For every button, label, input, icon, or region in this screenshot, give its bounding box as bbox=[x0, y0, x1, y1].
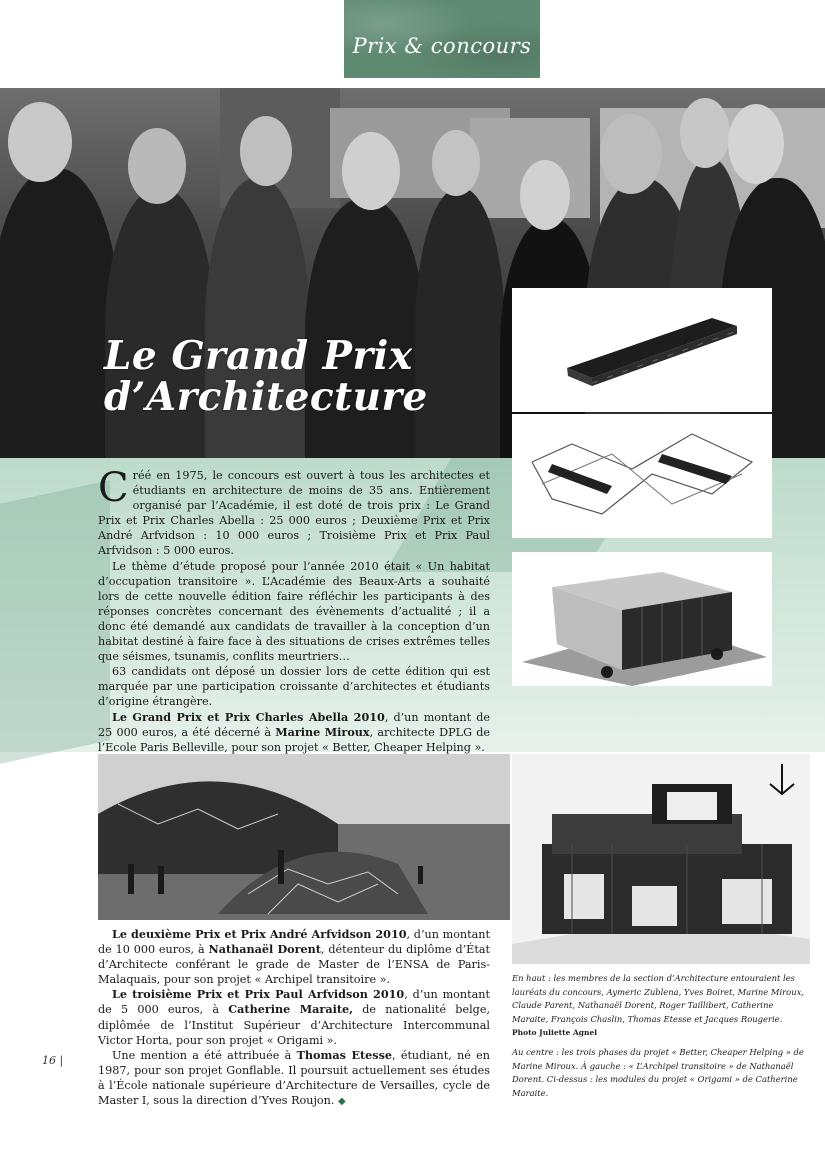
model-phase-1-image bbox=[512, 288, 772, 412]
page-number: 16 | bbox=[42, 1054, 64, 1067]
paragraph-candidates: 63 candidats ont déposé un dossier lors de cette édition qui est marquée par une participation croissante d’architectes et étudiants d’origine étrangère. bbox=[98, 665, 490, 709]
second-prize-text-b: , détenteur du diplôme d’État d’Architecte conférant le grade de Master de l’ENSA de Paris-Malaquais, pour son projet « Archipel transitoire ». bbox=[98, 943, 490, 987]
third-prize-text-a: , d’un montant de 5 000 euros, à bbox=[98, 988, 490, 1017]
paragraph-mention bbox=[98, 1048, 490, 1109]
mention-text-b: , étudiant, né en 1987, pour son projet Gonflable. Il poursuit actuellement ses études à l’École nationale supérieure d’Architecture de Versailles, cycle de Master I, sous la direction d’Yves Roujon. bbox=[98, 1048, 490, 1108]
paragraph-grand-prix bbox=[98, 710, 490, 755]
archipel-transitoire-render bbox=[98, 754, 510, 920]
end-mark-icon: ◆ bbox=[337, 1096, 346, 1108]
third-prize-text-b: de nationalité belge, diplômée de l’Institut Supérieur d’Architecture Intercommunal Victor Horta, pour son projet « Origami ». bbox=[98, 1003, 491, 1047]
model-phase-3-image bbox=[512, 552, 772, 686]
paragraph-intro-text: réé en 1975, le concours est ouvert à tous les architectes et étudiants en architecture de moins de 35 ans. Entièrement organisé par l’Académie, il est doté de trois prix : Le Grand Prix et Prix Charles Abella : 25 000 euros ; Deuxième Prix et Prix André Arfvidson : 10 000 euros ; Troisième Prix et Prix Paul Arfvidson : 5 000 euros. bbox=[98, 469, 490, 558]
paragraph-second-prize bbox=[98, 927, 490, 987]
article-body-upper bbox=[98, 465, 491, 755]
grand-prix-text-b: , architecte DPLG de l’Ecole Paris Belleville, pour son projet « Better, Cheaper Helping ». bbox=[98, 725, 491, 754]
caption-center: Au centre : les trois phases du projet « Better, Cheaper Helping » de Marine Miroux. À gauche : « L’Archipel transitoire » de Nathanaël Dorent. Ci-dessus : les modules du projet « Origami » de Catherine Maraite. bbox=[512, 1046, 804, 1098]
second-prize-heading: Le deuxième Prix et Prix André Arfvidson 2010 bbox=[112, 927, 407, 941]
photo-caption bbox=[512, 972, 808, 1106]
section-tab bbox=[344, 0, 540, 78]
caption-top-text: En haut : les membres de la section d’Architecture entouraient les lauréats du concours, Aymeric Zublena, Yves Boiret, Marine Miroux, Claude Parent, Nathanaël Dorent, Roger Taillibert, Catherine Maraite, François Chaslin, Thomas Etesse et Jacques Rougerie. bbox=[512, 973, 804, 1024]
band-shape bbox=[0, 480, 110, 763]
caption-top bbox=[512, 972, 808, 1040]
grand-prix-text-a: , d’un montant de 25 000 euros, a été décerné à bbox=[98, 710, 490, 739]
second-prize-text-a: , d’un montant de 10 000 euros, à bbox=[98, 928, 490, 957]
model-phase-2-image bbox=[512, 414, 772, 538]
origami-modules-image bbox=[512, 754, 810, 964]
grand-prix-heading: Le Grand Prix et Prix Charles Abella 2010 bbox=[112, 709, 385, 724]
section-tab-label: Prix & concours bbox=[352, 34, 532, 58]
third-prize-name: Catherine Maraite, bbox=[228, 1002, 354, 1017]
paragraph-theme: Le thème d’étude proposé pour l’année 2010 était « Un habitat d’occupation transitoire ». L’Académie des Beaux-Arts a souhaité lors de cette nouvelle édition faire réfléchir les participants à des réponses concrètes concernant des évènements d’actualité ; il a donc été demandé aux candidats de travailler à la conception d’un habitat destiné à faire face à des situations de crises extrêmes telles que séismes, tsunamis, conflits meurtriers… bbox=[98, 559, 490, 664]
article-title-line-1: Le Grand Prix bbox=[104, 333, 413, 379]
article-body-lower bbox=[98, 927, 490, 1109]
mention-text-a: Une mention a été attribuée à bbox=[112, 1048, 297, 1062]
laureate-name: Marine Miroux bbox=[275, 724, 370, 739]
second-prize-name: Nathanaël Dorent bbox=[208, 942, 321, 957]
paragraph-intro bbox=[98, 465, 490, 559]
mention-name: Thomas Etesse bbox=[296, 1047, 392, 1062]
paragraph-third-prize bbox=[98, 987, 490, 1047]
drop-cap: C bbox=[98, 465, 129, 511]
article-title-line-2: d’Architecture bbox=[104, 374, 428, 420]
photo-credit: Photo Juliette Agnel bbox=[512, 1028, 598, 1038]
third-prize-heading: Le troisième Prix et Prix Paul Arfvidson 2010 bbox=[112, 987, 405, 1002]
